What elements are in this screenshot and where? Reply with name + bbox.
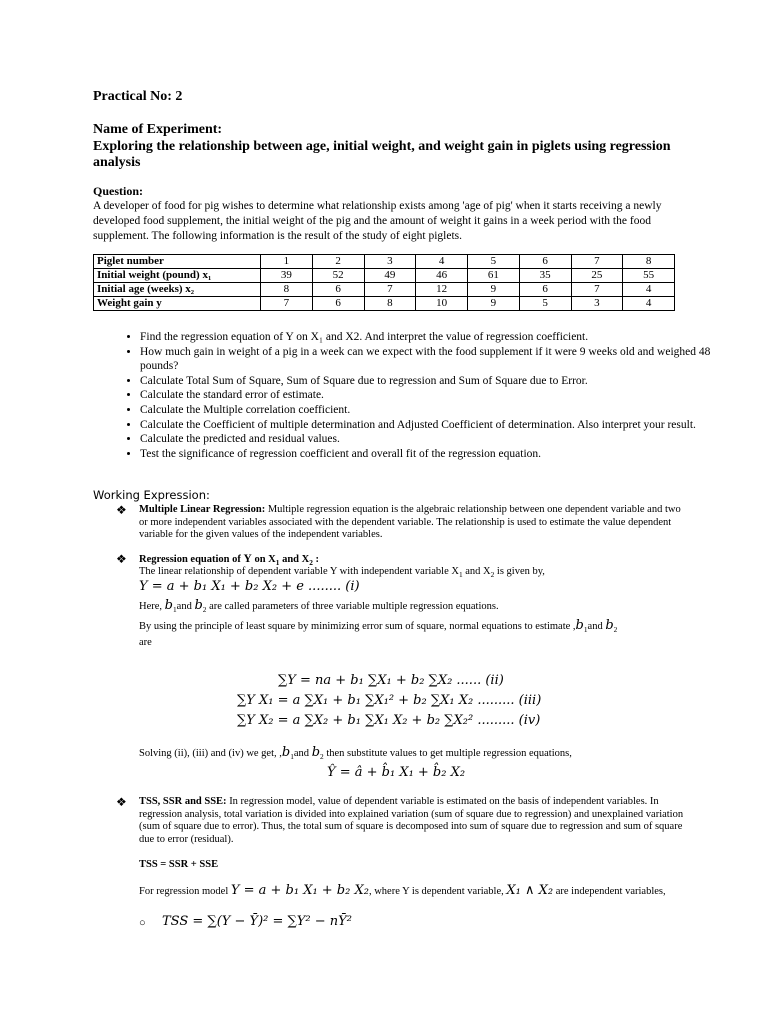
table-cell: 5	[468, 255, 520, 269]
mlr-paragraph	[139, 504, 684, 542]
practical-number: Practical No: 2	[93, 89, 183, 104]
list-item: • How much gain in weight of a pig in a week can we expect with the food supplement if it were 9 weeks old and weighed 48 pounds?	[140, 345, 725, 374]
table-cell: 35	[519, 269, 571, 283]
table-cell: 25	[571, 269, 623, 283]
list-item: • Calculate the predicted and residual values.	[140, 432, 725, 447]
table-cell: 46	[416, 269, 468, 283]
table-cell: 55	[623, 269, 675, 283]
row-header: Piglet number	[94, 255, 261, 269]
regression-model-line: For regression model Y = a + b₁ X₁ + b₂ X₂, where Y is dependent variable, X₁ ∧ X₂ are independent variables,	[139, 883, 666, 898]
table-cell: 8	[261, 283, 313, 297]
table-cell: 9	[468, 297, 520, 311]
least-square-line: By using the principle of least square by minimizing error sum of square, normal equations to estimate $,b_1and$ $b_2$ are	[139, 618, 618, 648]
table-cell: 3	[364, 255, 416, 269]
list-item: • Calculate the Multiple correlation coefficient.	[140, 403, 725, 418]
regeq-line1: The linear relationship of dependent variable Y with independent variable $X_1$ and $X_2$ is given by,	[139, 566, 545, 580]
normal-equation-iv: ∑Y X₂ = a ∑X₂ + b₁ ∑X₁ X₂ + b₂ ∑X₂² ......... (iv)	[237, 713, 541, 728]
table-row	[94, 269, 675, 283]
task-list	[100, 330, 725, 461]
parameters-line: Here, $b_1and$ $b_2$ are called parameters of three variable multiple regression equations.	[139, 598, 499, 615]
regeq-title: Regression equation of Y on $X_1$ and $X_2$ :	[139, 553, 320, 568]
tss-formula: TSS = SSR + SSE	[139, 859, 219, 870]
table-cell: 49	[364, 269, 416, 283]
table-cell: 12	[416, 283, 468, 297]
question-label: Question:	[93, 184, 144, 198]
table-cell: 6	[312, 283, 364, 297]
table-cell: 2	[312, 255, 364, 269]
piglet-data-table	[93, 254, 675, 311]
table-cell: 5	[519, 297, 571, 311]
experiment-name-label: Name of Experiment:	[93, 122, 223, 137]
row-header: Weight gain y	[94, 297, 261, 311]
table-row	[94, 283, 675, 297]
regression-equation-i: Y = a + b₁ X₁ + b₂ X₂ + e ........ (i)	[139, 579, 360, 594]
list-item: • Calculate the Coefficient of multiple determination and Adjusted Coefficient of determination. Also interpret your result.	[140, 418, 725, 433]
experiment-title: Exploring the relationship between age, initial weight, and weight gain in piglets using regression analysis	[93, 139, 671, 170]
table-cell: 7	[364, 283, 416, 297]
normal-equation-ii: ∑Y = na + b₁ ∑X₁ + b₂ ∑X₂ ...... (ii)	[278, 673, 504, 688]
table-cell: 3	[571, 297, 623, 311]
table-cell: 8	[364, 297, 416, 311]
table-cell: 4	[623, 283, 675, 297]
table-cell: 6	[519, 255, 571, 269]
list-item: • Calculate the standard error of estimate.	[140, 388, 725, 403]
working-expression-heading: Working Expression:	[93, 488, 210, 502]
list-item: • Test the significance of regression coefficient and overall fit of the regression equation.	[140, 447, 725, 462]
table-cell: 6	[519, 283, 571, 297]
solving-line: Solving (ii), (iii) and (iv) we get, $,b_1and$ $b_2$ then substitute values to get multiple regression equations,	[139, 745, 572, 762]
table-cell: 6	[312, 297, 364, 311]
tss-text: In regression model, value of dependent variable is estimated on the basis of independent variables. In regression analysis, total variation is divided into explained variation (sum of square due to regression) and unexplained variation (sum of square due to error). Thus, the total sum of square is decomposed into sum of square due to regression and sum of square due to error (residual).	[139, 796, 684, 845]
row-header: Initial age (weeks) x₂	[94, 283, 261, 297]
table-cell: 7	[571, 283, 623, 297]
list-item: • Find the regression equation of Y on X₁ and X2. And interpret the value of regression coefficient.	[140, 330, 725, 345]
tss-equation: TSS = ∑(Y − Ȳ)² = ∑Y² − nȲ²	[162, 914, 352, 929]
table-cell: 1	[261, 255, 313, 269]
table-cell: 52	[312, 269, 364, 283]
table-cell: 8	[623, 255, 675, 269]
diamond-bullet-icon: ❖	[116, 552, 127, 566]
list-item: • Calculate Total Sum of Square, Sum of Square due to regression and Sum of Square due to Error.	[140, 374, 725, 389]
table-cell: 7	[571, 255, 623, 269]
mlr-text: Multiple regression equation is the algebraic relationship between one dependent variable and two or more independent variables associated with the dependent variable. The relationship is used to estimate the value dependent variable for the given values of the independent variables.	[139, 504, 681, 541]
table-cell: 4	[623, 297, 675, 311]
table-cell: 4	[416, 255, 468, 269]
table-row	[94, 297, 675, 311]
circle-bullet-icon: ○	[139, 917, 146, 929]
table-cell: 10	[416, 297, 468, 311]
question-text: A developer of food for pig wishes to determine what relationship exists among 'age of pig' when it starts receiving a newly developed food supplement, the initial weight of the pig and the amount of weight it gains in a week period with the food supplement. The following information is the result of the study of eight piglets.	[93, 200, 662, 242]
table-cell: 9	[468, 283, 520, 297]
normal-equation-iii: ∑Y X₁ = a ∑X₁ + b₁ ∑X₁² + b₂ ∑X₁ X₂ ......... (iii)	[237, 693, 542, 708]
table-cell: 7	[261, 297, 313, 311]
mlr-title: Multiple Linear Regression:	[139, 504, 266, 515]
diamond-bullet-icon: ❖	[116, 503, 127, 517]
table-row	[94, 255, 675, 269]
estimated-regression-equation: Ŷ = â + b̂₁ X₁ + b̂₂ X₂	[327, 765, 466, 780]
row-header: Initial weight (pound) x₁	[94, 269, 261, 283]
tss-paragraph	[139, 796, 684, 846]
tss-title: TSS, SSR and SSE:	[139, 796, 227, 807]
table-cell: 39	[261, 269, 313, 283]
table-cell: 61	[468, 269, 520, 283]
diamond-bullet-icon: ❖	[116, 795, 127, 809]
